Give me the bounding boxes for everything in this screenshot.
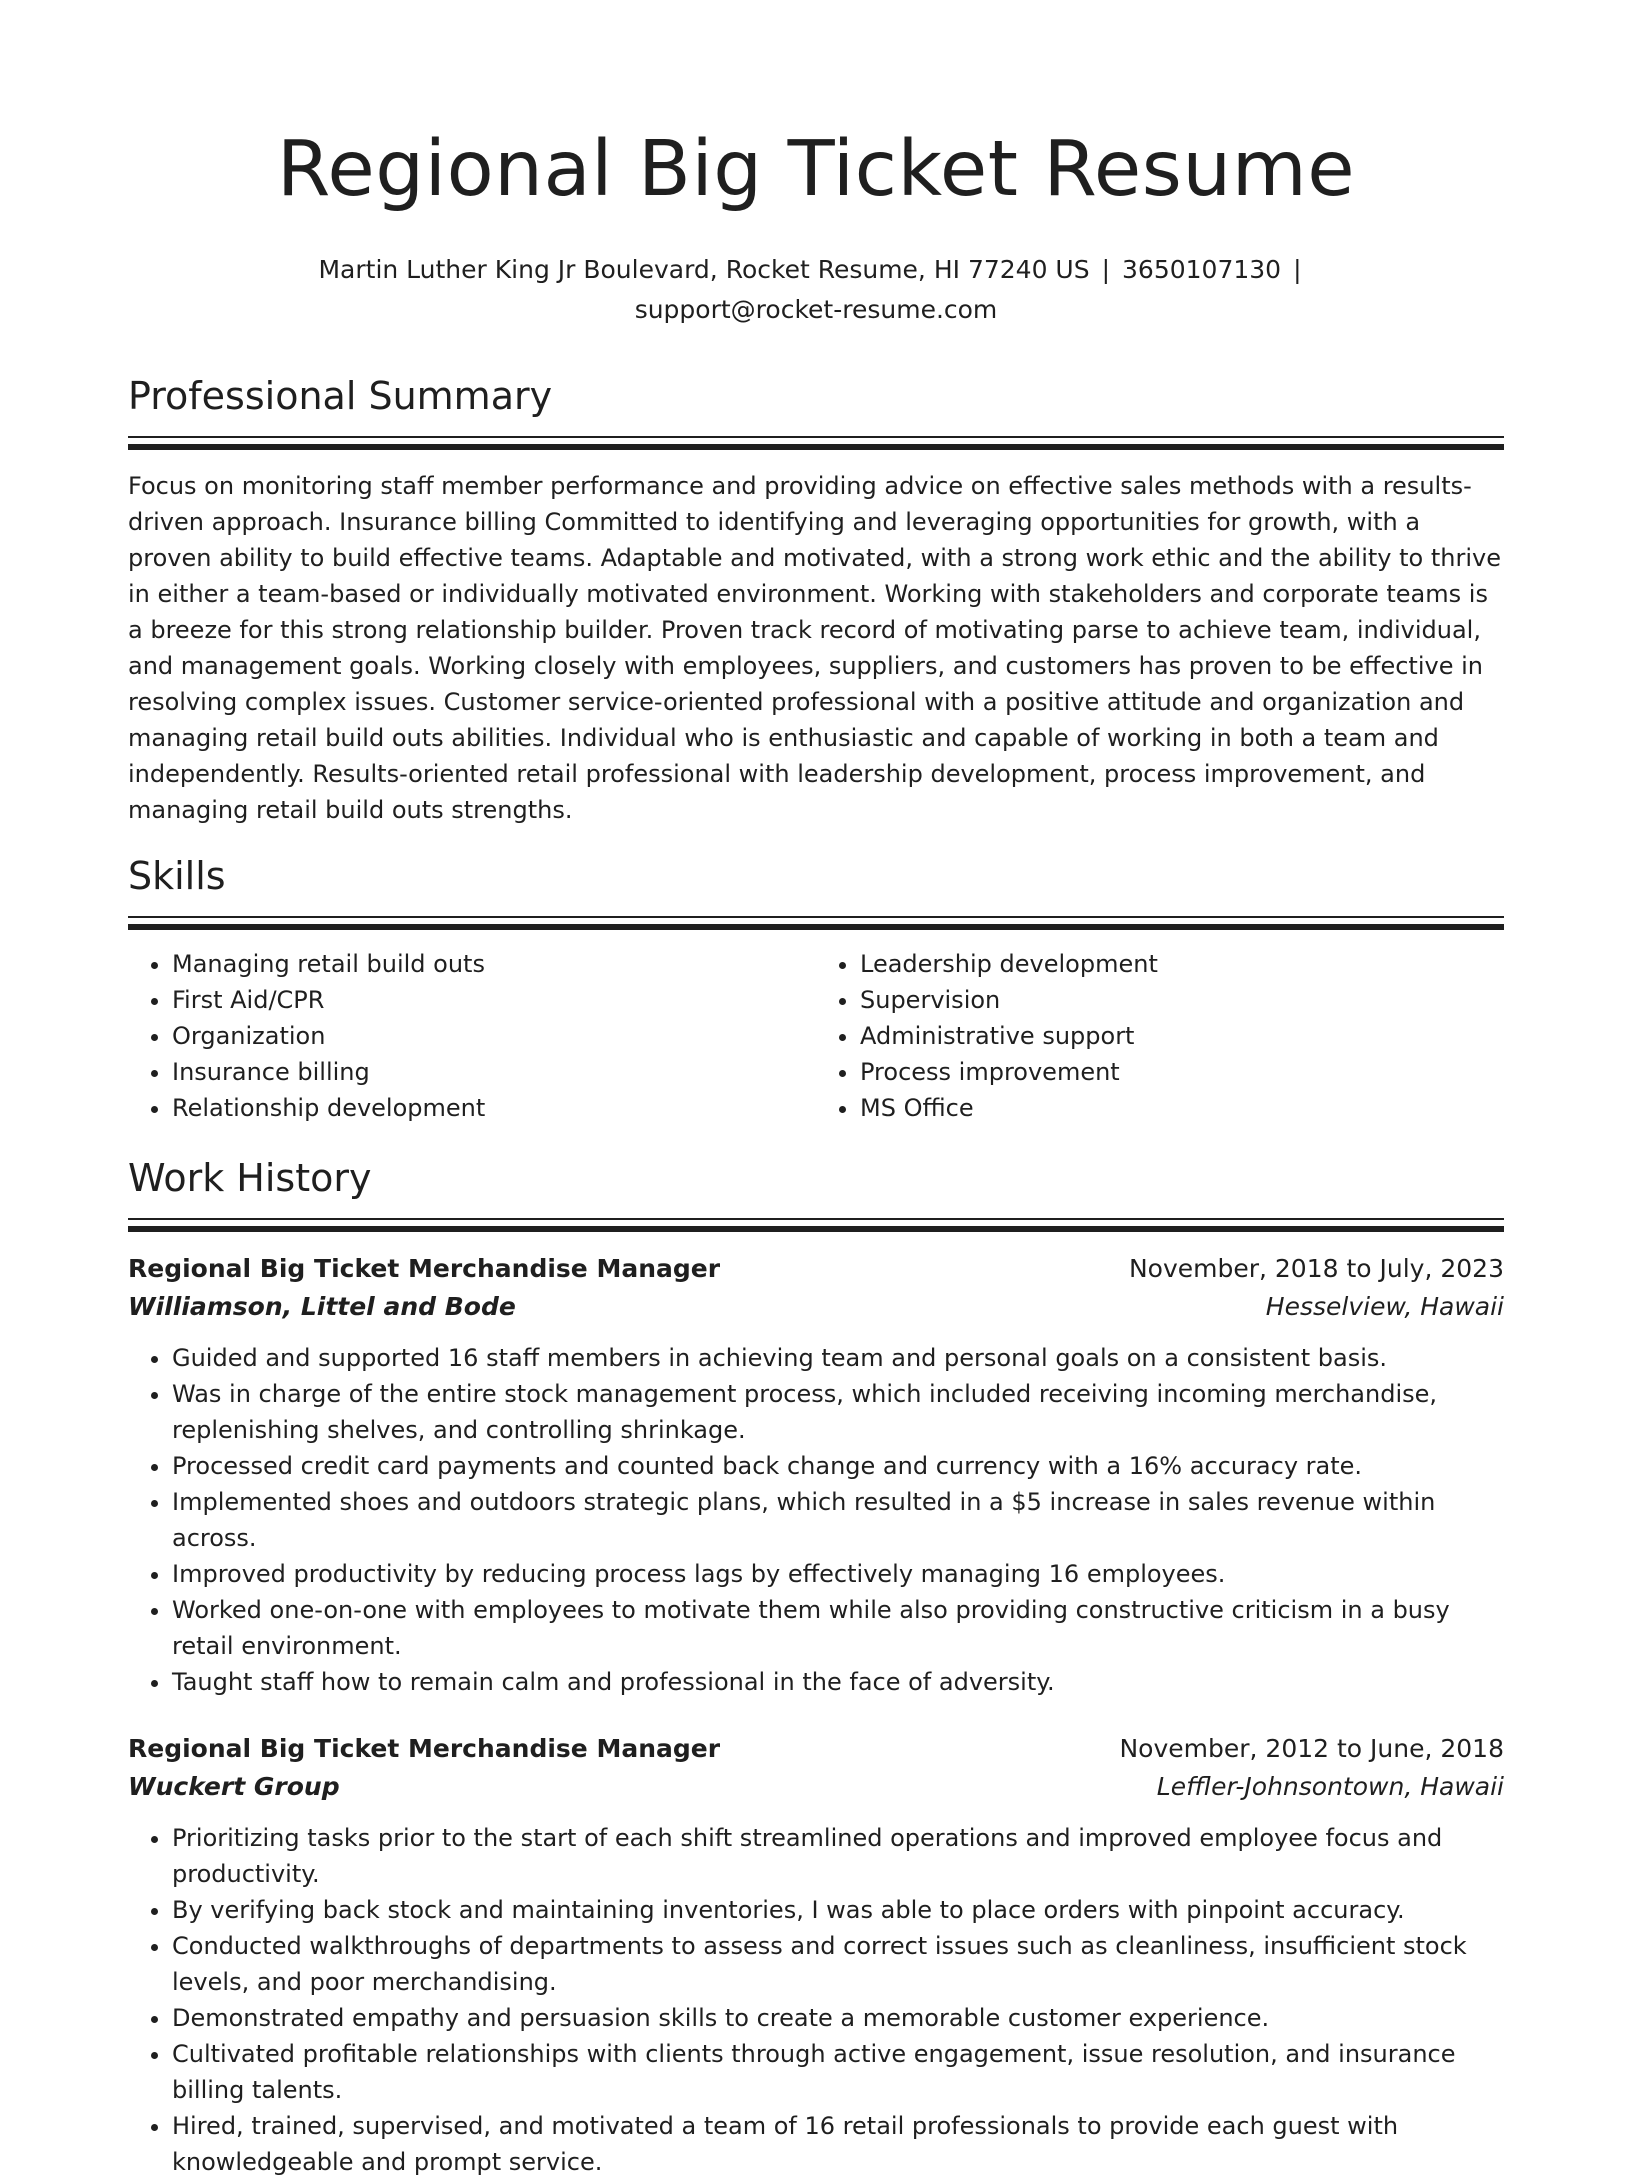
- job-bullet: • Guided and supported 16 staff members in achieving team and personal goals on a consistent basis.: [172, 1340, 1504, 1376]
- contact-address: Martin Luther King Jr Boulevard, Rocket Resume, HI 77240 US: [318, 255, 1090, 284]
- job-entry: [128, 1730, 1504, 2180]
- skills-section: [128, 852, 1504, 1126]
- job-bullet: • Conducted walkthroughs of departments to assess and correct issues such as cleanliness, insufficient stock levels, and poor merchandising.: [172, 1928, 1504, 2000]
- job-bullets: [128, 1820, 1504, 2180]
- skill-item: • Relationship development: [172, 1090, 816, 1126]
- job-bullet: • Prioritizing tasks prior to the start of each shift streamlined operations and improved employee focus and productivity.: [172, 1820, 1504, 1892]
- section-heading-skills: Skills: [128, 854, 226, 898]
- section-rule: [128, 436, 1504, 450]
- job-header-row: [128, 1250, 1504, 1288]
- skill-item: • Process improvement: [860, 1054, 1504, 1090]
- contact-info: [128, 250, 1504, 330]
- job-company-row: [128, 1288, 1504, 1326]
- job-bullets: [128, 1340, 1504, 1700]
- job-bullet: • Taught staff how to remain calm and professional in the face of adversity.: [172, 1664, 1504, 1700]
- work-history-section: [128, 1154, 1504, 2180]
- job-company-row: [128, 1768, 1504, 1806]
- skill-item: • Managing retail build outs: [172, 946, 816, 982]
- skill-item: • Supervision: [860, 982, 1504, 1018]
- skill-item: • First Aid/CPR: [172, 982, 816, 1018]
- job-bullet: • Cultivated profitable relationships with clients through active engagement, issue resolution, and insurance billing talents.: [172, 2036, 1504, 2108]
- summary-section: [128, 372, 1504, 828]
- job-bullet: • Hired, trained, supervised, and motivated a team of 16 retail professionals to provide each guest with knowledgeable and prompt service.: [172, 2108, 1504, 2180]
- contact-separator: |: [1293, 255, 1302, 284]
- summary-text: Focus on monitoring staff member performance and providing advice on effective sales methods with a results-driven approach. Insurance billing Committed to identifying and leveraging opportunities for growth, with a proven ability to build effective teams. Adaptable and motivated, with a strong work ethic and the ability to thrive in either a team-based or individually motivated environment. Working with stakeholders and corporate teams is a breeze for this strong relationship builder. Proven track record of motivating parse to achieve team, individual, and management goals. Working closely with employees, suppliers, and customers has proven to be effective in resolving complex issues. Customer service-oriented professional with a positive attitude and organization and managing retail build outs abilities. Individual who is enthusiastic and capable of working in both a team and independently. Results-oriented retail professional with leadership development, process improvement, and managing retail build outs strengths.: [128, 472, 1501, 824]
- section-heading-summary: Professional Summary: [128, 374, 553, 418]
- section-rule: [128, 1218, 1504, 1232]
- skills-column-left: [128, 946, 816, 1126]
- job-title: Regional Big Ticket Merchandise Manager: [128, 1734, 721, 1763]
- job-dates: November, 2012 to June, 2018: [1119, 1734, 1504, 1763]
- job-bullet: • Demonstrated empathy and persuasion skills to create a memorable customer experience.: [172, 2000, 1504, 2036]
- job-entry: [128, 1250, 1504, 1700]
- job-company: Wuckert Group: [128, 1772, 340, 1801]
- job-company: Williamson, Littel and Bode: [128, 1292, 516, 1321]
- skill-item: • Administrative support: [860, 1018, 1504, 1054]
- job-header-row: [128, 1730, 1504, 1768]
- resume-title: Regional Big Ticket Resume: [276, 125, 1356, 214]
- skill-item: • Leadership development: [860, 946, 1504, 982]
- job-location: Hesselview, Hawaii: [1265, 1292, 1504, 1321]
- job-bullet: • Implemented shoes and outdoors strategic plans, which resulted in a $5 increase in sales revenue within across.: [172, 1484, 1504, 1556]
- contact-email: support@rocket-resume.com: [634, 295, 998, 324]
- skill-item: • Insurance billing: [172, 1054, 816, 1090]
- skill-item: • Organization: [172, 1018, 816, 1054]
- contact-line-2: [128, 290, 1504, 330]
- contact-line-1: [128, 250, 1504, 290]
- job-location: Leffler-Johnsontown, Hawaii: [1156, 1772, 1504, 1801]
- contact-phone: 3650107130: [1122, 255, 1282, 284]
- job-bullet: • Worked one-on-one with employees to motivate them while also providing constructive criticism in a busy retail environment.: [172, 1592, 1504, 1664]
- skill-item: • MS Office: [860, 1090, 1504, 1126]
- contact-separator: |: [1101, 255, 1111, 284]
- skills-column-right: [816, 946, 1504, 1126]
- job-bullet: • By verifying back stock and maintaining inventories, I was able to place orders with pinpoint accuracy.: [172, 1892, 1504, 1928]
- skills-columns: [128, 946, 1504, 1126]
- job-title: Regional Big Ticket Merchandise Manager: [128, 1254, 721, 1283]
- section-rule: [128, 916, 1504, 930]
- job-dates: November, 2018 to July, 2023: [1128, 1254, 1504, 1283]
- job-bullet: • Improved productivity by reducing process lags by effectively managing 16 employees.: [172, 1556, 1504, 1592]
- section-heading-work-history: Work History: [128, 1156, 372, 1200]
- job-bullet: • Processed credit card payments and counted back change and currency with a 16% accuracy rate.: [172, 1448, 1504, 1484]
- job-bullet: • Was in charge of the entire stock management process, which included receiving incoming merchandise, replenishing shelves, and controlling shrinkage.: [172, 1376, 1504, 1448]
